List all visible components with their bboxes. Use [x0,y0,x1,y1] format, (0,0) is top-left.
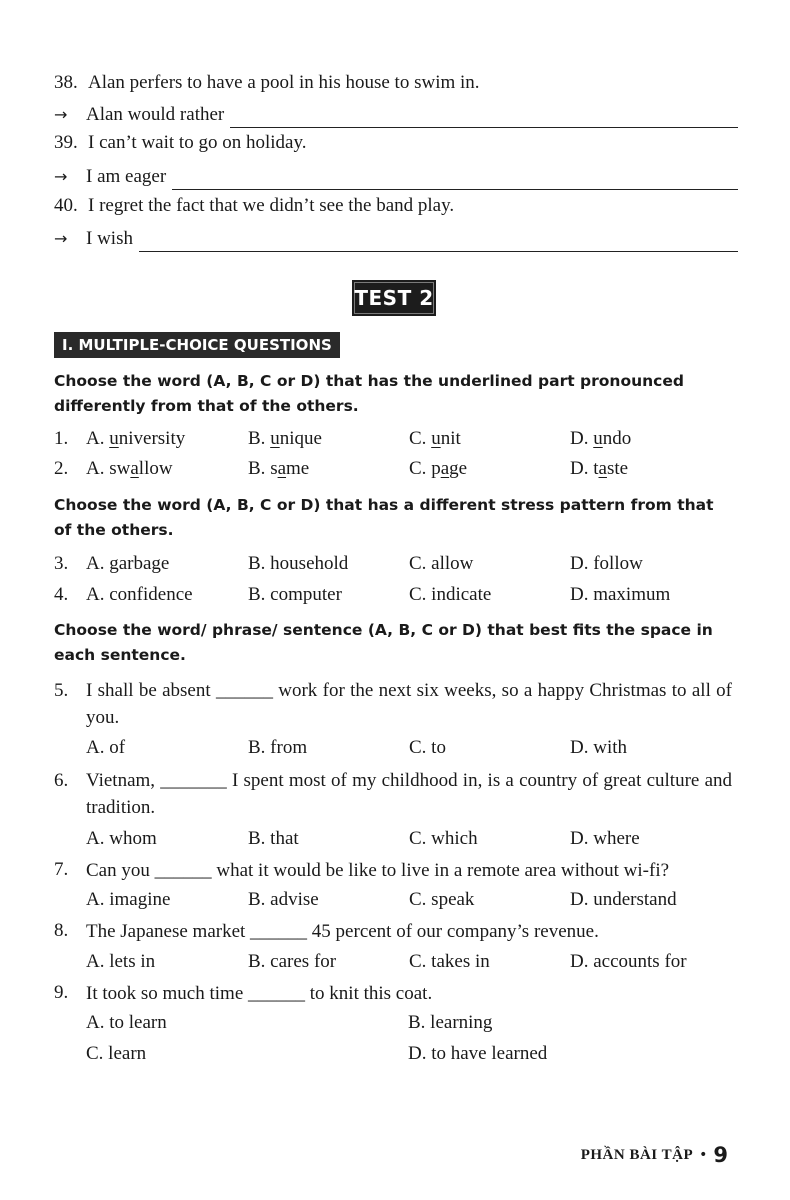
question-number: 3. [54,553,69,574]
option-d[interactable]: D. understand [570,889,677,910]
question-8-options [54,947,744,977]
answer-line-38 [54,98,734,128]
instruction-fill: Choose the word/ phrase/ sentence (A, B, C or D) that best fits the space in each sentence. [54,621,713,664]
option-a[interactable]: A. to learn [86,1012,167,1033]
question-number: 1. [54,428,69,449]
option-b[interactable]: B. household [248,553,349,574]
arrow-icon: → [54,105,68,124]
question-number: 7. [54,859,69,880]
arrow-icon: → [54,229,68,248]
answer-blank[interactable] [230,105,738,128]
page-footer [581,1140,728,1170]
option-c[interactable]: C. unit [409,428,461,449]
question-3 [54,549,744,579]
option-a[interactable]: A. confidence [86,584,193,605]
question-38 [54,68,734,98]
option-b[interactable]: B. from [248,737,308,758]
question-2 [54,454,744,484]
question-number: 38. [54,72,78,93]
option-c[interactable]: C. allow [409,553,474,574]
question-number: 8. [54,920,69,941]
question-number: 2. [54,458,69,479]
option-d[interactable]: D. undo [570,428,632,449]
question-sentence: Alan perfers to have a pool in his house to swim in. [88,72,480,93]
answer-blank[interactable] [172,167,738,190]
option-c[interactable]: C. indicate [409,584,492,605]
option-d[interactable]: D. with [570,737,627,758]
answer-prompt: Alan would rather [86,104,225,125]
option-a[interactable]: A. whom [86,828,157,849]
question-39 [54,128,734,158]
question-8-text: The Japanese market ______ 45 percent of our company’s revenue. [86,921,599,942]
question-number: 4. [54,584,69,605]
question-40 [54,191,734,221]
bullet-icon: • [699,1147,708,1163]
option-a[interactable]: A. imagine [86,889,171,910]
test-title-badge: TEST 2 [352,280,436,316]
option-a[interactable]: A. university [86,428,186,449]
question-9-options-row-2 [54,1039,744,1069]
answer-prompt: I am eager [86,166,167,187]
option-b[interactable]: B. same [248,458,310,479]
option-b[interactable]: B. unique [248,428,322,449]
question-number: 39. [54,132,78,153]
question-number: 9. [54,982,69,1003]
page-number: 9 [713,1143,728,1167]
option-b[interactable]: B. that [248,828,299,849]
question-number: 40. [54,195,78,216]
question-9-options-row-1 [54,1008,744,1038]
option-d[interactable]: D. follow [570,553,643,574]
option-c[interactable]: C. page [409,458,468,479]
question-7-text: Can you ______ what it would be like to live in a remote area without wi-fi? [86,860,670,881]
answer-prompt: I wish [86,228,133,249]
arrow-icon: → [54,167,68,186]
option-b[interactable]: B. computer [248,584,342,605]
option-b[interactable]: B. advise [248,889,319,910]
option-d[interactable]: D. to have learned [408,1043,548,1064]
question-number: 5. [54,680,69,701]
option-a[interactable]: A. swallow [86,458,173,479]
question-sentence: I can’t wait to go on holiday. [88,132,307,153]
footer-section-label: PHẦN BÀI TẬP [580,1146,694,1163]
option-b[interactable]: B. learning [408,1012,493,1033]
question-9-text: It took so much time ______ to knit this coat. [86,983,433,1004]
instruction-pronunciation: Choose the word (A, B, C or D) that has the underlined part pronounced differently from that of the others. [54,372,684,415]
option-c[interactable]: C. which [409,828,478,849]
option-d[interactable]: D. accounts for [570,951,687,972]
question-6-options [54,824,744,854]
option-c[interactable]: C. to [409,737,446,758]
question-5-text: I shall be absent ______ work for the next six weeks, so a happy Christmas to all of you. [86,680,732,728]
option-d[interactable]: D. where [570,828,640,849]
option-a[interactable]: A. of [86,737,126,758]
question-7-options [54,885,744,915]
option-d[interactable]: D. maximum [570,584,671,605]
question-4 [54,580,744,610]
option-c[interactable]: C. takes in [409,951,490,972]
question-1 [54,424,744,454]
option-c[interactable]: C. learn [86,1043,147,1064]
option-c[interactable]: C. speak [409,889,475,910]
answer-line-40 [54,222,734,252]
instruction-stress: Choose the word (A, B, C or D) that has a different stress pattern from that of the others. [54,496,714,539]
answer-line-39 [54,160,734,190]
question-sentence: I regret the fact that we didn’t see the band play. [88,195,455,216]
option-a[interactable]: A. garbage [86,553,170,574]
question-5-options [54,733,744,763]
question-6-text: Vietnam, _______ I spent most of my childhood in, is a country of great culture and tradition. [86,770,732,818]
option-a[interactable]: A. lets in [86,951,156,972]
answer-blank[interactable] [139,229,738,252]
question-number: 6. [54,770,69,791]
option-d[interactable]: D. taste [570,458,629,479]
option-b[interactable]: B. cares for [248,951,337,972]
section-title-banner: I. MULTIPLE-CHOICE QUESTIONS [54,332,340,358]
